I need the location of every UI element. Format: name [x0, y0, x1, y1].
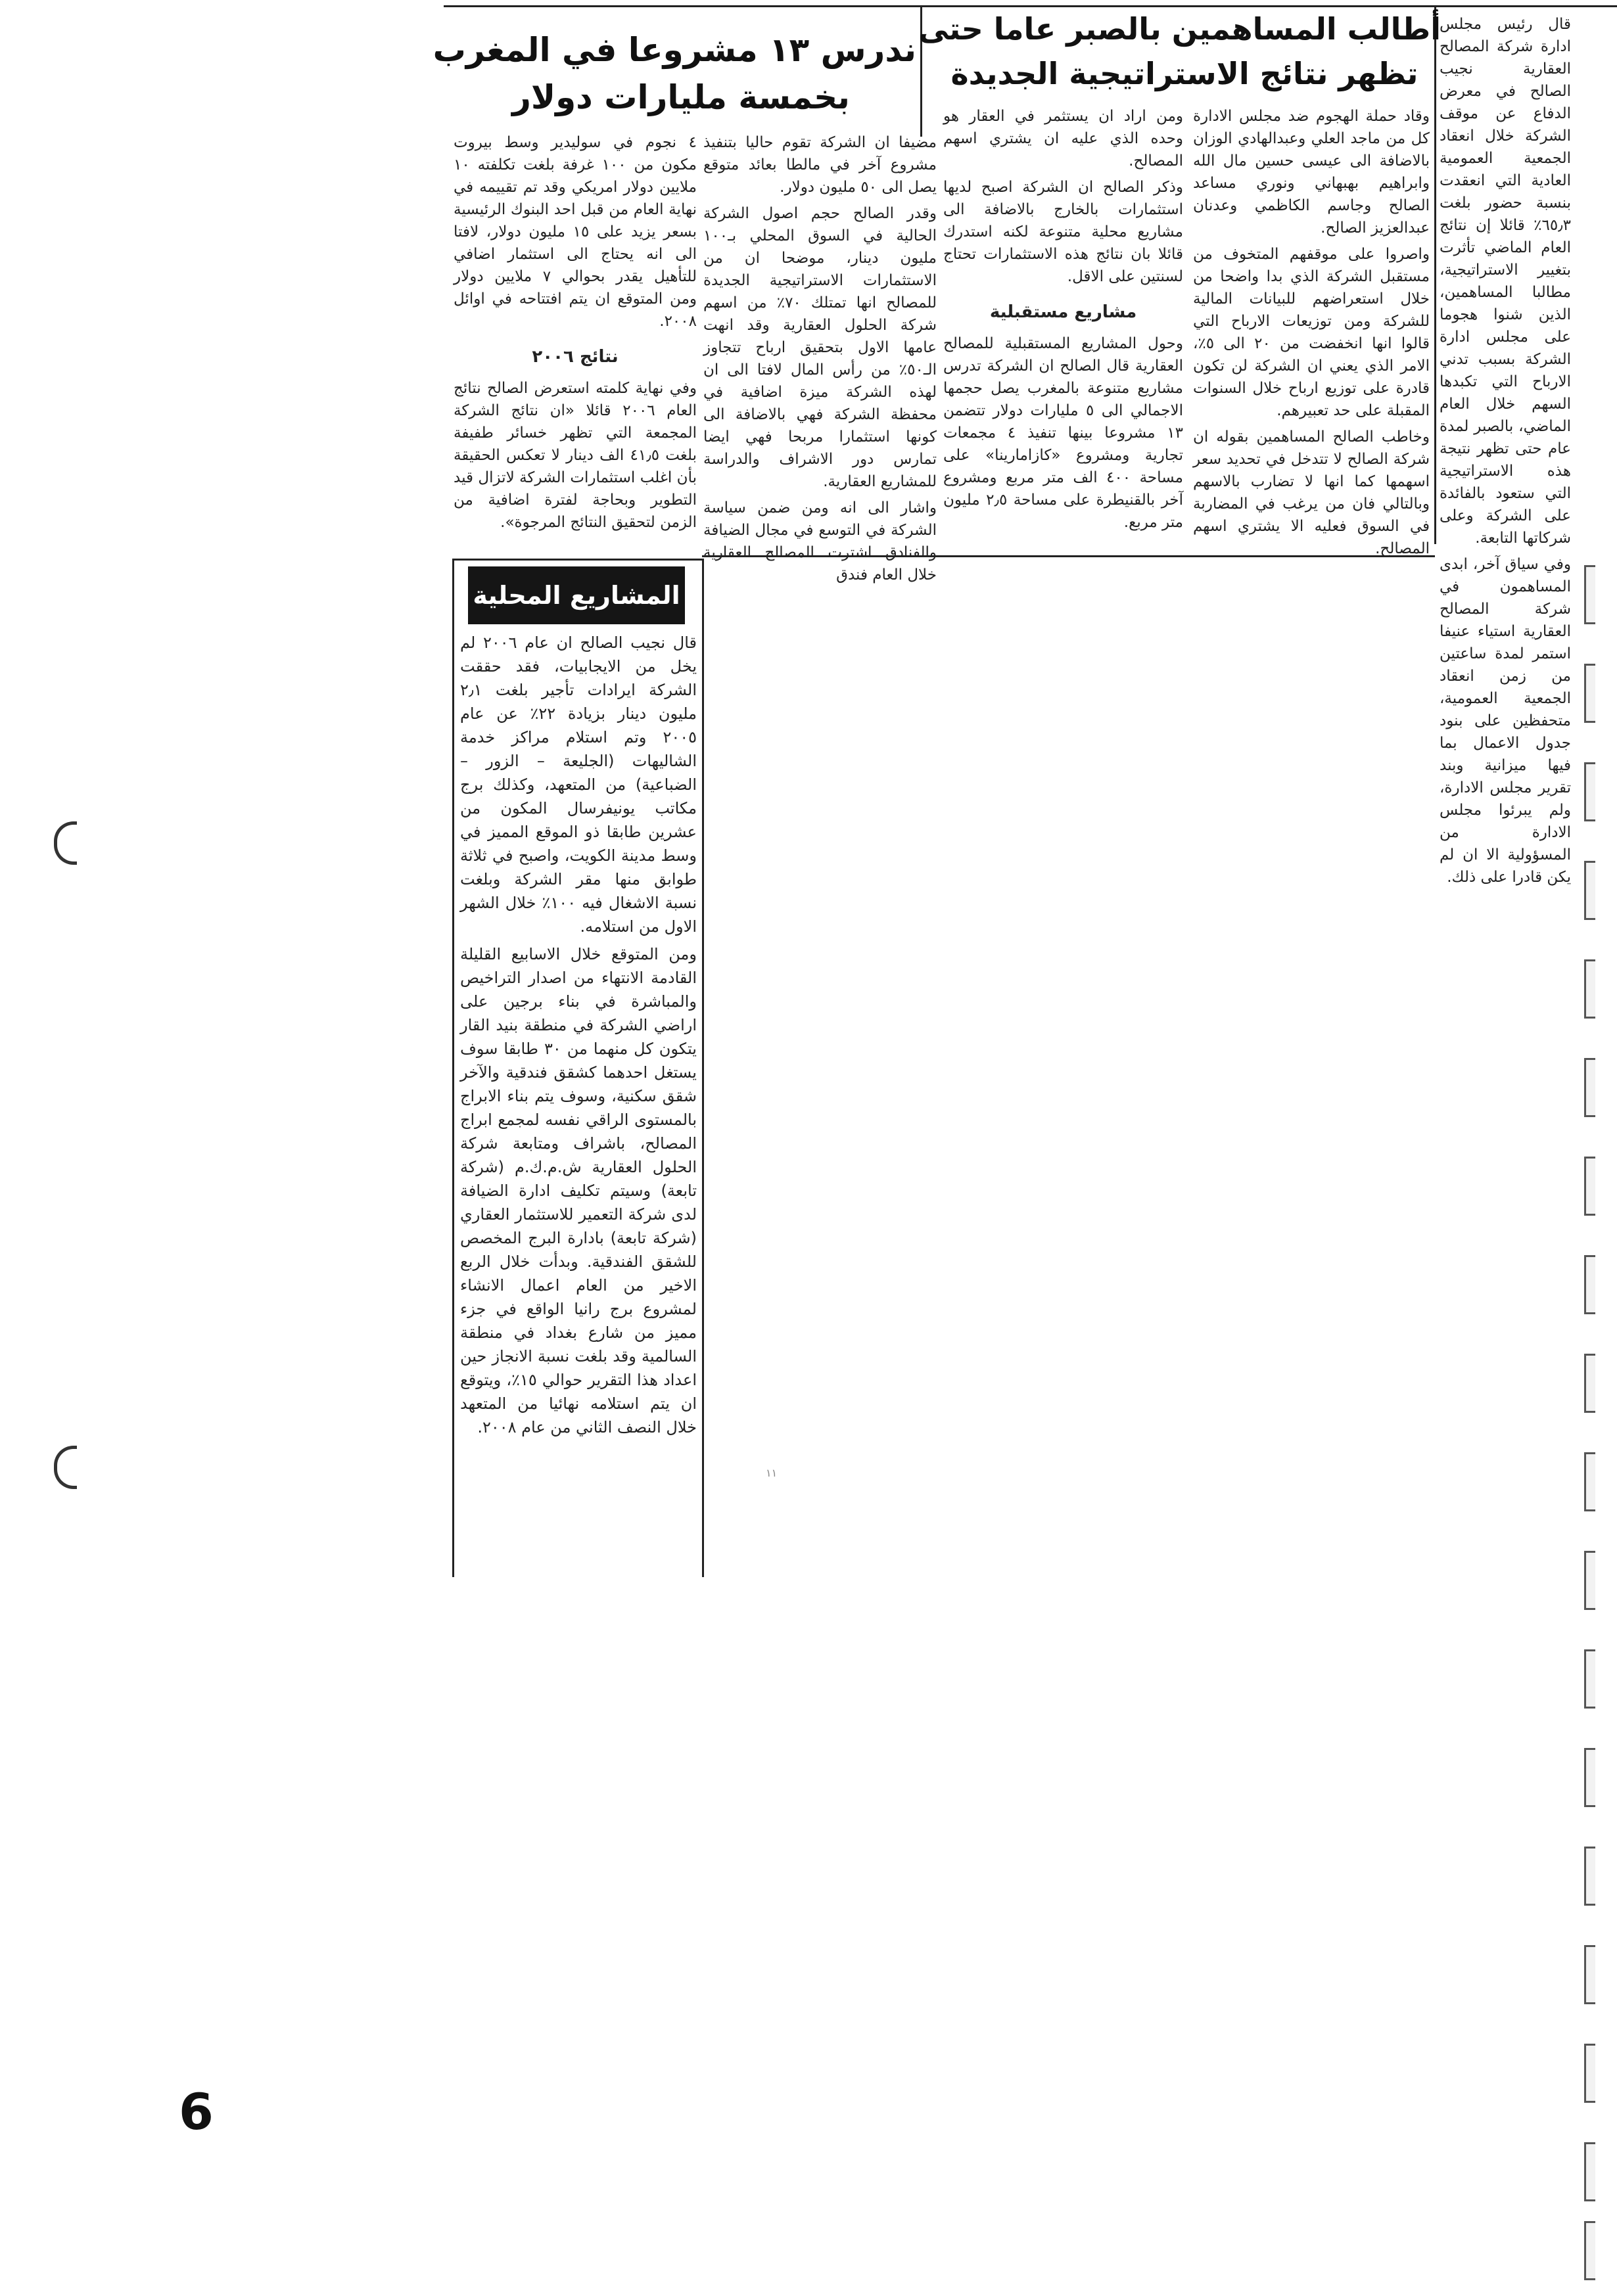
index-tab-slot — [1584, 2044, 1595, 2103]
index-tab-slot — [1584, 1354, 1595, 1413]
column-3-paragraph-3: وحول المشاريع المستقبلية للمصالح العقارية قال الصالح ان الشركة تدرس مشاريع متنوعة بالمغرب يصل حجمها الاجمالي الى ٥ مليارات دولار تتضمن ١٣ مشروعا بينها تنفيذ ٤ مجمعات تجارية ومشروع «كازامارينا» على مساحة ٤٠٠ الف متر مربع ومشروع آخر بالقنيطرة على مساحة ٢٫٥ مليون متر مربع. — [943, 335, 1184, 531]
index-tab-slot — [1584, 2142, 1595, 2201]
index-tab-slot — [1584, 1945, 1595, 2004]
binder-ring-top — [54, 821, 77, 865]
column-4-paragraph-1: مضيفا ان الشركة تقوم حاليا بتنفيذ مشروع آخر في مالطا بعائد متوقع يصل الى ٥٠ مليون دولار. — [703, 134, 937, 196]
index-tab-slot — [1584, 1157, 1595, 1216]
local-projects-paragraph-1: قال نجيب الصالح ان عام ٢٠٠٦ لم يخل من الايجابيات، فقد حققت الشركة ايرادات تأجير بلغت ٢٫١ مليون دينار بزيادة ٢٢٪ عن عام ٢٠٠٥ وتم استلام مراكز خدمة الشاليهات (الجليعة – الزور – الضباعية) من المتعهد، وكذلك برج مكاتب يونيفرسال المكون من عشرين طابقا ذو الموقع المميز في وسط مدينة الكويت، واصبح في ثلاثة طوابق منها مقر الشركة وبلغت نسبة الاشغال فيه ١٠٠٪ خلال الشهر الاول من استلامه. — [460, 633, 697, 936]
headline-article-2 — [433, 26, 916, 125]
article-column-2 — [1193, 105, 1430, 557]
scan-mark: ١١ — [766, 1467, 778, 1479]
index-tab-slot — [1584, 1649, 1595, 1709]
column-5-paragraph-2: وفي نهاية كلمته استعرض الصالح نتائج العام ٢٠٠٦ قائلا «ان نتائج الشركة المجمعة التي تظهر خسائر طفيفة بلغت ٤١٫٥ الف دينار لا تعكس الحقيقة بأن اغلب استثمارات الشركة لاتزال قيد التطوير وبحاجة لفترة اضافية من الزمن لتحقيق النتائج المرجوة». — [454, 380, 697, 531]
local-projects-banner: المشاريع المحلية — [468, 566, 685, 624]
index-tab-slot — [1584, 1551, 1595, 1610]
index-tab-slot — [1584, 959, 1595, 1019]
column-2-paragraph-3: وخاطب الصالح المساهمين بقوله ان شركة الصالح لا تتدخل في تحديد سعر اسهمها كما انها لا تضارب بالاسهم وبالتالي فان من يرغب في المضاربة في السوق فعليه الا يشتري اسهم المصالح. — [1193, 428, 1430, 557]
column-1-paragraph-1: قال رئيس مجلس ادارة شركة المصالح العقارية نجيب الصالح في معرض الدفاع عن موقف الشركة خلال انعقاد الجمعية العمومية العادية التي انعقدت بنسبة حضور بلغت ٦٥٫٣٪ قائلا إن نتائج العام الماضي تأثرت بتغيير الاستراتيجية، مطالبا المساهمين، الذين شنوا هجوما على مجلس ادارة الشركة بسبب تدني الارباح التي تكبدها السهم خلال العام الماضي، بالصبر لمدة عام حتى تظهر نتيجة هذه الاستراتيجية التي ستعود بالفائدة على الشركة وعلى شركاتها التابعة. — [1440, 16, 1571, 547]
column-2-paragraph-2: واصروا على موقفهم المتخوف من مستقبل الشركة الذي بدا واضحا من خلال استعراضهم للبيانات المالية للشركة ومن توزيعات الارباح التي قالوا انها انخفضت من ٢٠ الى ٥٪، الامر الذي يعني ان الشركة لن تكون قادرة على توزيع ارباح خلال السنوات المقبلة على حد تعبيرهم. — [1193, 246, 1430, 419]
column-3-subhead: مشاريع مستقبلية — [989, 302, 1137, 322]
local-projects-paragraph-2: ومن المتوقع خلال الاسابيع القليلة القادمة الانتهاء من اصدار التراخيص والمباشرة في بناء برجين على اراضي الشركة في منطقة بنيد القار يتكون كل منهما من ٣٠ طابقا سوف يستغل احدهما كشقق فندقية والآخر شقق سكنية، وسوف يتم بناء الابراج بالمستوى الراقي نفسه لمجمع ابراج المصالح، باشراف ومتابعة شركة الحلول العقارية ش.م.ك.م (شركة تابعة) وسيتم تكليف ادارة الضيافة لدى شركة التعمير للاستثمار العقاري (شركة تابعة) بادارة البرج المخصص للشقق الفندقية. وبدأت خلال الربع الاخير من العام اعمال الانشاء لمشروع برج رانيا الواقع في جزء مميز من شارع بغداد في منطقة السالمية وقد بلغت نسبة الانجاز حين اعداد هذا التقرير حوالي ١٥٪، ويتوقع ان يتم استلامه نهائيا من المتعهد خلال النصف الثاني من عام ٢٠٠٨. — [460, 945, 697, 1436]
column-1-paragraph-2: وفي سياق آخر، ابدى المساهمون في شركة المصالح العقارية استياء عنيفا استمر لمدة ساعتين من زمن انعقاد الجمعية العمومية، متحفظين على بنود جدول الاعمال بما فيها ميزانية وبند تقرير مجلس الادارة، ولم يبرئوا مجلس الادارة من المسؤولية الا ان لم يكن قادرا على ذلك. — [1440, 556, 1571, 886]
index-tab-slot — [1584, 2221, 1595, 2280]
article-column-4 — [703, 131, 937, 584]
index-tab-slot — [1584, 762, 1595, 821]
index-tab-slot — [1584, 861, 1595, 920]
headline-article-2-line-1: ندرس ١٣ مشروعا في المغرب — [433, 31, 916, 69]
local-box-left-rule — [452, 559, 454, 1577]
column-2-paragraph-1: وقاد حملة الهجوم ضد مجلس الادارة كل من ماجد العلي وعبدالهادي الوزان بالاضافة الى عيسى حسين مال الله وابراهيم بهبهاني ونوري مساعد الصالح وجاسم الكاظمي وعدنان عبدالعزيز الصالح. — [1193, 108, 1430, 237]
index-tab-slot — [1584, 1255, 1595, 1314]
index-tab-slot — [1584, 1748, 1595, 1807]
headline-article-1 — [918, 7, 1441, 99]
column-4-paragraph-3: واشار الى انه ومن ضمن سياسة الشركة في التوسع في مجال الضيافة والفنادق اشترت المصالح العقارية خلال العام فندق — [703, 499, 937, 584]
column-5-subhead: نتائج ٢٠٠٦ — [532, 347, 619, 367]
headline-article-1-line-1: أطالب المساهمين بالصبر عاما حتى — [918, 11, 1441, 47]
column-4-paragraph-2: وقدر الصالح حجم اصول الشركة الحالية في السوق المحلي بـ١٠٠ مليون دينار، موضحا ان من الاستثمارات الاستراتيجية الجديدة للمصالح انها تمتلك ٧٠٪ من اسهم شركة الحلول العقارية وقد انهت عامها الاول بتحقيق ارباح تتجاوز الـ٥٠٪ من رأس المال لافتا الى ان لهذه الشركة ميزة اضافية في محفظة الشركة فهي بالاضافة الى كونها استثمارا مربحا فهي ايضا تمارس دور الاشراف والدراسة للمشاريع العقارية. — [703, 205, 937, 490]
index-tab-slot — [1584, 1452, 1595, 1511]
local-projects-column — [460, 631, 697, 1564]
column-5-paragraph-1: ٤ نجوم في سوليدير وسط بيروت مكون من ١٠٠ غرفة بلغت تكلفته ١٠ ملايين دولار امريكي وقد تم تقييمه في نهاية العام من قبل احد البنوك الرئيسية بسعر يزيد على ١٥ مليون دولار، لافتا الى انه يحتاج الى استثمار اضافي للتأهيل يقدر بحوالي ٧ ملايين دولار ومن المتوقع ان يتم افتتاحه في اوائل ٢٠٠٨. — [454, 134, 697, 330]
headline-article-2-line-2: بخمسة مليارات دولار — [512, 78, 850, 116]
local-box-top-rule — [452, 559, 704, 561]
column-3-paragraph-2: وذكر الصالح ان الشركة اصبح لديها استثمارات بالخارج بالاضافة الى مشاريع محلية متنوعة لكنه استدرك قائلا بان نتائج هذه الاستثمارات تحتاج لسنتين على الاقل. — [943, 179, 1183, 285]
article-column-5 — [454, 131, 697, 552]
index-tab-slot — [1584, 1847, 1595, 1906]
index-tab-slot — [1584, 664, 1595, 723]
column-3-paragraph-1: ومن اراد ان يستثمر في العقار هو وحده الذي عليه ان يشتري اسهم المصالح. — [943, 108, 1183, 170]
headline-article-1-line-2: تظهر نتائج الاستراتيجية الجديدة — [950, 56, 1418, 91]
local-box-right-rule — [702, 559, 704, 1577]
binder-ring-bottom — [54, 1446, 77, 1489]
index-tab-slot — [1584, 1058, 1595, 1117]
index-tab-slot — [1584, 565, 1595, 624]
page-number: 6 — [179, 2082, 214, 2141]
article-column-1 — [1440, 13, 1571, 886]
article-column-3 — [943, 105, 1183, 549]
